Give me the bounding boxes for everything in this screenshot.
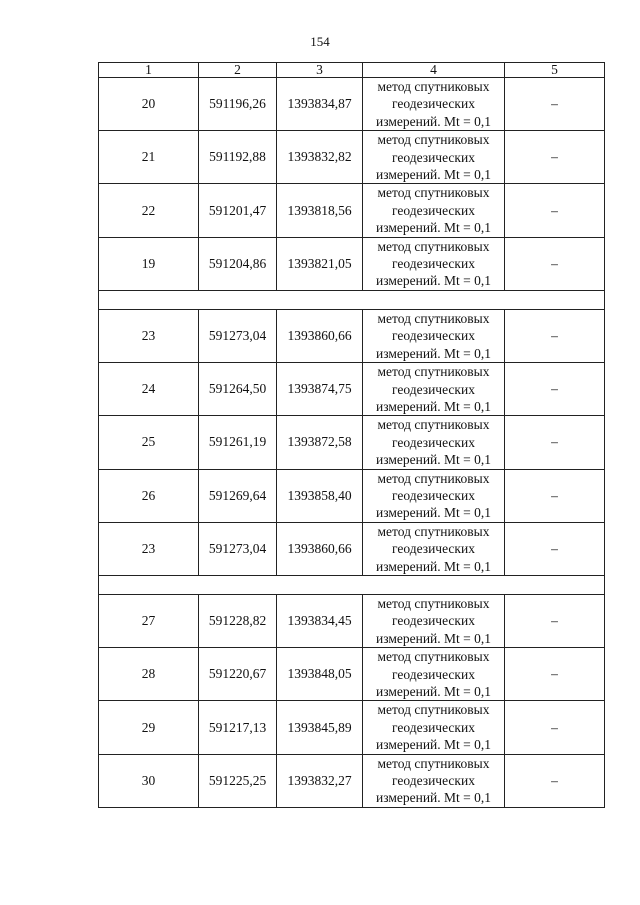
x-coordinate-cell: 591196,26: [199, 78, 277, 131]
method-text-line1: метод спутниковых: [377, 470, 490, 486]
method-text-line3: измерений. Mt = 0,1: [375, 505, 492, 521]
table-header-row: [99, 63, 605, 78]
coordinates-table: [98, 62, 605, 808]
table-row: [99, 184, 605, 237]
method-text-line1: метод спутниковых: [377, 364, 490, 380]
method-text-line3: измерений. Mt = 0,1: [375, 273, 492, 289]
method-text-line2: геодезических: [392, 541, 475, 557]
y-coordinate-cell: 1393834,45: [277, 594, 363, 647]
x-coordinate-cell: 591204,86: [199, 237, 277, 290]
y-coordinate-cell: 1393845,89: [277, 701, 363, 754]
column-header-2: 2: [199, 63, 277, 78]
x-coordinate-cell: 591228,82: [199, 594, 277, 647]
extra-cell: –: [505, 184, 605, 237]
method-cell: [363, 648, 505, 701]
method-text-line1: метод спутниковых: [377, 185, 490, 201]
point-number-cell: 28: [99, 648, 199, 701]
method-text-line3: измерений. Mt = 0,1: [375, 737, 492, 753]
point-number-cell: 27: [99, 594, 199, 647]
x-coordinate-cell: 591273,04: [199, 309, 277, 362]
method-text-line3: измерений. Mt = 0,1: [375, 684, 492, 699]
method-cell: [363, 237, 505, 290]
extra-cell: –: [505, 522, 605, 575]
table-row: [99, 416, 605, 469]
column-header-1: 1: [99, 63, 199, 78]
method-text-line3: измерений. Mt = 0,1: [375, 452, 492, 468]
extra-cell: –: [505, 416, 605, 469]
page-number: 154: [310, 34, 330, 49]
method-text-line1: метод спутниковых: [377, 79, 490, 94]
x-coordinate-cell: 591225,25: [199, 754, 277, 807]
method-text-line1: метод спутниковых: [377, 238, 490, 254]
y-coordinate-cell: 1393821,05: [277, 237, 363, 290]
method-cell: [363, 184, 505, 237]
point-number-cell: 19: [99, 237, 199, 290]
method-text-line2: геодезических: [392, 149, 475, 165]
method-text-line2: геодезических: [392, 487, 475, 503]
table-row: [99, 237, 605, 290]
method-text-line2: геодезических: [392, 613, 475, 629]
point-number-cell: 25: [99, 416, 199, 469]
table-row: [99, 78, 605, 131]
y-coordinate-cell: 1393834,87: [277, 78, 363, 131]
method-text-line2: геодезических: [392, 434, 475, 450]
method-text-line1: метод спутниковых: [377, 595, 490, 611]
point-number-cell: 23: [99, 522, 199, 575]
point-number-cell: 30: [99, 754, 199, 807]
x-coordinate-cell: 591264,50: [199, 363, 277, 416]
point-number-cell: 23: [99, 309, 199, 362]
extra-cell: –: [505, 701, 605, 754]
table-row: [99, 469, 605, 522]
method-cell: [363, 309, 505, 362]
x-coordinate-cell: 591273,04: [199, 522, 277, 575]
extra-cell: –: [505, 648, 605, 701]
table-row: [99, 131, 605, 184]
method-text-line3: измерений. Mt = 0,1: [375, 630, 492, 646]
extra-cell: –: [505, 594, 605, 647]
method-text-line2: геодезических: [392, 202, 475, 218]
table-row: [99, 648, 605, 701]
method-text-line3: измерений. Mt = 0,1: [375, 398, 492, 414]
method-text-line3: измерений. Mt = 0,1: [375, 558, 492, 574]
point-number-cell: 26: [99, 469, 199, 522]
table-row: [99, 309, 605, 362]
method-cell: [363, 78, 505, 131]
x-coordinate-cell: 591220,67: [199, 648, 277, 701]
method-text-line3: измерений. Mt = 0,1: [375, 790, 492, 806]
point-number-cell: 22: [99, 184, 199, 237]
group-separator-row: [99, 575, 605, 594]
method-text-line1: метод спутниковых: [377, 649, 490, 665]
table-row: [99, 522, 605, 575]
y-coordinate-cell: 1393860,66: [277, 309, 363, 362]
group-separator-cell: [99, 575, 605, 594]
method-text-line2: геодезических: [392, 773, 475, 789]
column-header-4: 4: [363, 63, 505, 78]
x-coordinate-cell: 591201,47: [199, 184, 277, 237]
method-cell: [363, 416, 505, 469]
method-text-line3: измерений. Mt = 0,1: [375, 345, 492, 361]
method-cell: [363, 594, 505, 647]
x-coordinate-cell: 591192,88: [199, 131, 277, 184]
y-coordinate-cell: 1393848,05: [277, 648, 363, 701]
y-coordinate-cell: 1393860,66: [277, 522, 363, 575]
method-cell: [363, 522, 505, 575]
method-cell: [363, 363, 505, 416]
method-text-line2: геодезических: [392, 381, 475, 397]
method-text-line2: геодезических: [392, 256, 475, 272]
method-text-line1: метод спутниковых: [377, 702, 490, 718]
y-coordinate-cell: 1393872,58: [277, 416, 363, 469]
table-row: [99, 701, 605, 754]
column-header-3: 3: [277, 63, 363, 78]
method-text-line1: метод спутниковых: [377, 417, 490, 433]
method-text-line3: измерений. Mt = 0,1: [375, 220, 492, 236]
extra-cell: –: [505, 363, 605, 416]
method-text-line3: измерений. Mt = 0,1: [375, 167, 492, 183]
group-separator-cell: [99, 290, 605, 309]
extra-cell: –: [505, 237, 605, 290]
table-row: [99, 754, 605, 807]
point-number-cell: 21: [99, 131, 199, 184]
table-row: [99, 594, 605, 647]
method-cell: [363, 754, 505, 807]
point-number-cell: 24: [99, 363, 199, 416]
group-separator-row: [99, 290, 605, 309]
x-coordinate-cell: 591269,64: [199, 469, 277, 522]
point-number-cell: 29: [99, 701, 199, 754]
extra-cell: –: [505, 469, 605, 522]
y-coordinate-cell: 1393832,82: [277, 131, 363, 184]
method-cell: [363, 469, 505, 522]
method-text-line2: геодезических: [392, 719, 475, 735]
column-header-5: 5: [505, 63, 605, 78]
y-coordinate-cell: 1393818,56: [277, 184, 363, 237]
method-text-line1: метод спутниковых: [377, 523, 490, 539]
extra-cell: –: [505, 131, 605, 184]
table-row: [99, 363, 605, 416]
point-number-cell: 20: [99, 78, 199, 131]
method-text-line1: метод спутниковых: [377, 310, 490, 326]
y-coordinate-cell: 1393832,27: [277, 754, 363, 807]
x-coordinate-cell: 591217,13: [199, 701, 277, 754]
method-text-line2: геодезических: [392, 666, 475, 682]
extra-cell: –: [505, 78, 605, 131]
extra-cell: –: [505, 754, 605, 807]
extra-cell: –: [505, 309, 605, 362]
method-text-line2: геодезических: [392, 328, 475, 344]
y-coordinate-cell: 1393858,40: [277, 469, 363, 522]
method-cell: [363, 701, 505, 754]
table-body: [99, 78, 605, 808]
method-text-line2: геодезических: [392, 96, 475, 112]
x-coordinate-cell: 591261,19: [199, 416, 277, 469]
method-cell: [363, 131, 505, 184]
y-coordinate-cell: 1393874,75: [277, 363, 363, 416]
method-text-line3: измерений. Mt = 0,1: [375, 113, 492, 129]
method-text-line1: метод спутниковых: [377, 755, 490, 771]
method-text-line1: метод спутниковых: [377, 132, 490, 148]
